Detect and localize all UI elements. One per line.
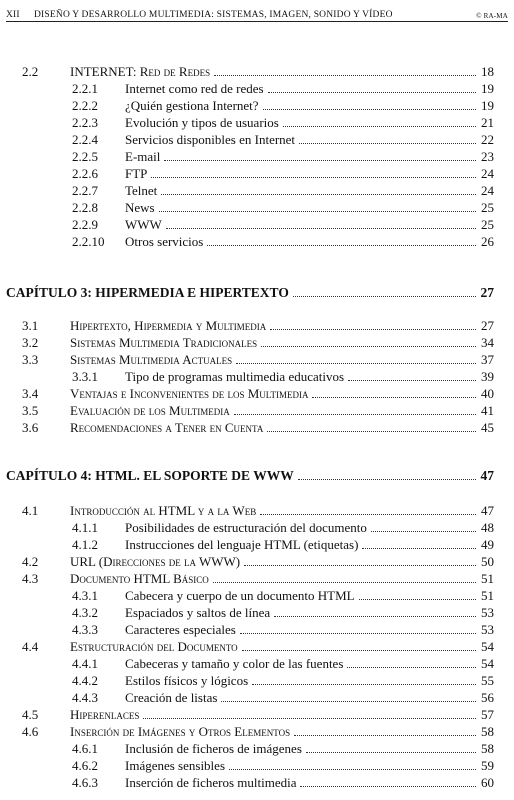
toc-entry-title: Telnet [125, 183, 158, 198]
toc-entry [0, 200, 514, 216]
dot-leader [359, 588, 476, 600]
chapter-title: CAPÍTULO 4: HTML. EL SOPORTE DE WWW [6, 468, 294, 483]
toc-entry-title: Servicios disponibles en Internet [125, 132, 296, 147]
toc-entry-title: Inserción de Imágenes y Otros Elementos [70, 724, 291, 739]
toc-entry-title: Espaciados y saltos de línea [125, 605, 271, 620]
toc-entry-title: Instrucciones del lenguaje HTML (etiquetas) [125, 537, 359, 552]
toc-entry-number: 3.3 [22, 352, 39, 367]
toc-entry-title: WWW [125, 217, 162, 232]
toc-entry-number: 4.6.3 [72, 775, 98, 790]
toc-entry [0, 639, 514, 655]
toc-entry-title: FTP [125, 166, 148, 181]
dot-leader [347, 656, 476, 668]
toc-entry [0, 149, 514, 165]
dot-leader [207, 234, 476, 246]
toc-entry-page: 45 [481, 420, 494, 435]
toc-entry-title: Hiperenlaces [70, 707, 140, 722]
toc-entry-number: 2.2.10 [72, 234, 105, 249]
toc-entry [0, 64, 514, 80]
toc-entry-title: E-mail [125, 149, 161, 164]
toc-entry-number: 4.3.1 [72, 588, 98, 603]
toc-entry-number: 4.4.3 [72, 690, 98, 705]
dot-leader [244, 554, 476, 566]
toc-entry-number: 2.2.4 [72, 132, 98, 147]
toc-entry [0, 98, 514, 114]
toc-entry-number: 4.3.3 [72, 622, 98, 637]
toc-entry-page: 18 [481, 64, 494, 79]
toc-entry [0, 758, 514, 774]
toc-entry-number: 2.2.2 [72, 98, 98, 113]
toc-entry [0, 403, 514, 419]
toc-entry-page: 34 [481, 335, 494, 350]
toc-entry-page: 27 [481, 318, 494, 333]
toc-entry [0, 318, 514, 334]
toc-entry-title: Inserción de ficheros multimedia [125, 775, 297, 790]
toc-entry-number: 4.4.1 [72, 656, 98, 671]
toc-entry-title: Creación de listas [125, 690, 218, 705]
toc-entry [0, 690, 514, 706]
toc-entry [0, 503, 514, 519]
dot-leader [252, 673, 476, 685]
toc-entry-page: 60 [481, 775, 494, 790]
dot-leader [270, 318, 476, 330]
toc-entry-page: 54 [481, 639, 494, 654]
toc-entry-number: 4.3.2 [72, 605, 98, 620]
header-publisher: © RA-MA [476, 12, 508, 20]
toc-entry-page: 50 [481, 554, 494, 569]
dot-leader [263, 98, 476, 110]
toc-entry [0, 352, 514, 368]
toc-entry-number: 2.2.3 [72, 115, 98, 130]
dot-leader [213, 571, 476, 583]
toc-entry-number: 2.2.5 [72, 149, 98, 164]
toc-entry-page: 59 [481, 758, 494, 773]
toc-entry-page: 58 [481, 741, 494, 756]
dot-leader [371, 520, 476, 532]
toc-entry-page: 19 [481, 98, 494, 113]
toc-entry [0, 554, 514, 570]
toc-entry [0, 217, 514, 233]
toc-entry-title: INTERNET: Red de Redes [70, 64, 211, 79]
toc-entry [0, 132, 514, 148]
toc-entry-title: Cabecera y cuerpo de un documento HTML [125, 588, 355, 603]
toc-entry [0, 537, 514, 553]
toc-entry-page: 25 [481, 217, 494, 232]
dot-leader [229, 758, 476, 770]
dot-leader [221, 690, 476, 702]
toc-entry-title: Posibilidades de estructuración del documento [125, 520, 367, 535]
dot-leader [164, 149, 476, 161]
toc-entry [0, 369, 514, 385]
toc-entry [0, 588, 514, 604]
toc-entry-page: 41 [481, 403, 494, 418]
toc-entry-title: Estructuración del Documento [70, 639, 238, 654]
toc-entry-page: 56 [481, 690, 494, 705]
toc-entry [0, 420, 514, 436]
toc-entry-number: 4.1.2 [72, 537, 98, 552]
toc-entry-page: 19 [481, 81, 494, 96]
dot-leader [240, 622, 476, 634]
toc-entry [0, 234, 514, 250]
toc-entry-number: 3.4 [22, 386, 39, 401]
toc-entry [0, 335, 514, 351]
toc-entry-page: 57 [481, 707, 494, 722]
dot-leader [166, 217, 476, 229]
toc-entry-page: 40 [481, 386, 494, 401]
toc-entry-page: 39 [481, 369, 494, 384]
header-book-title: DISEÑO Y DESARROLLO MULTIMEDIA: SISTEMAS, IMAGEN, SONIDO Y VÍDEO [34, 10, 393, 20]
dot-leader [267, 420, 476, 432]
dot-leader [348, 369, 476, 381]
toc-entry-page: 23 [481, 149, 494, 164]
toc-entry [0, 520, 514, 536]
dot-leader [234, 403, 476, 415]
toc-entry-title: Evaluación de los Multimedia [70, 403, 230, 418]
toc-entry-page: 53 [481, 605, 494, 620]
toc-entry-number: 4.1 [22, 503, 39, 518]
dot-leader [159, 200, 476, 212]
toc-entry-page: 53 [481, 622, 494, 637]
dot-leader [294, 724, 476, 736]
toc-entry-number: 4.6.2 [72, 758, 98, 773]
header-page-number: XII [6, 10, 20, 20]
toc-entry-title: Sistemas Multimedia Tradicionales [70, 335, 258, 350]
toc-entry-title: Cabeceras y tamaño y color de las fuentes [125, 656, 344, 671]
toc-entry [0, 605, 514, 621]
toc-entry-page: 37 [481, 352, 494, 367]
dot-leader [268, 81, 476, 93]
dot-leader [293, 284, 476, 297]
toc-entry-title: Documento HTML Básico [70, 571, 209, 586]
toc-entry-number: 2.2 [22, 64, 39, 79]
chapter-heading [0, 467, 514, 485]
toc-entry [0, 115, 514, 131]
dot-leader [283, 115, 476, 127]
toc-entry-title: Hipertexto, Hipermedia y Multimedia [70, 318, 267, 333]
toc-entry-number: 2.2.1 [72, 81, 98, 96]
toc-entry-page: 47 [481, 503, 494, 518]
toc-entry-page: 51 [481, 571, 494, 586]
toc-entry-number: 3.6 [22, 420, 39, 435]
toc-entry-title: Evolución y tipos de usuarios [125, 115, 279, 130]
toc-entry-page: 24 [481, 183, 494, 198]
dot-leader [300, 775, 476, 787]
toc-entry-number: 4.1.1 [72, 520, 98, 535]
toc-entry-number: 4.2 [22, 554, 39, 569]
toc-entry-number: 4.6.1 [72, 741, 98, 756]
toc-entry [0, 707, 514, 723]
dot-leader [242, 639, 476, 651]
toc-entry-number: 2.2.8 [72, 200, 98, 215]
toc-entry-page: 54 [481, 656, 494, 671]
toc-entry-number: 4.4.2 [72, 673, 98, 688]
toc-entry-title: Sistemas Multimedia Actuales [70, 352, 233, 367]
dot-leader [312, 386, 476, 398]
dot-leader [260, 503, 476, 515]
dot-leader [143, 707, 476, 719]
toc-entry-page: 22 [481, 132, 494, 147]
toc-entry [0, 775, 514, 791]
toc-entry-title: Estilos físicos y lógicos [125, 673, 249, 688]
toc-entry-title: Imágenes sensibles [125, 758, 226, 773]
toc-entry-page: 25 [481, 200, 494, 215]
toc-entry-number: 4.5 [22, 707, 39, 722]
toc-entry-number: 4.3 [22, 571, 39, 586]
toc-entry [0, 386, 514, 402]
toc-entry-title: Introducción al HTML y a la Web [70, 503, 257, 518]
toc-entry-page: 49 [481, 537, 494, 552]
dot-leader [274, 605, 476, 617]
toc-entry-number: 4.4 [22, 639, 39, 654]
dot-leader [306, 741, 476, 753]
toc-entry-number: 3.2 [22, 335, 39, 350]
toc-entry [0, 656, 514, 672]
dot-leader [261, 335, 476, 347]
dot-leader [214, 64, 476, 76]
toc-entry [0, 571, 514, 587]
toc-entry [0, 673, 514, 689]
toc-entry-page: 26 [481, 234, 494, 249]
chapter-page: 47 [480, 468, 494, 483]
toc-entry-number: 2.2.7 [72, 183, 98, 198]
toc-entry-title: ¿Quién gestiona Internet? [125, 98, 259, 113]
toc-entry-page: 24 [481, 166, 494, 181]
toc-entry-number: 3.5 [22, 403, 39, 418]
toc-entry [0, 166, 514, 182]
toc-entry-title: Recomendaciones a Tener en Cuenta [70, 420, 264, 435]
toc-entry-title: Internet como red de redes [125, 81, 264, 96]
toc-entry-page: 55 [481, 673, 494, 688]
toc-entry-page: 21 [481, 115, 494, 130]
toc-entry-number: 2.2.6 [72, 166, 98, 181]
toc-entry-page: 58 [481, 724, 494, 739]
dot-leader [151, 166, 476, 178]
chapter-heading [0, 284, 514, 302]
dot-leader [362, 537, 476, 549]
dot-leader [298, 467, 476, 480]
chapter-page: 27 [480, 285, 494, 300]
toc-entry-title: Caracteres especiales [125, 622, 236, 637]
toc-entry-title: Inclusión de ficheros de imágenes [125, 741, 302, 756]
toc-entry-title: News [125, 200, 155, 215]
dot-leader [161, 183, 476, 195]
toc-entry-title: URL (Direcciones de la WWW) [70, 554, 241, 569]
dot-leader [299, 132, 476, 144]
running-header [6, 4, 508, 22]
toc-entry [0, 183, 514, 199]
toc-entry [0, 724, 514, 740]
toc-entry-title: Tipo de programas multimedia educativos [125, 369, 345, 384]
toc-entry [0, 622, 514, 638]
toc-entry [0, 81, 514, 97]
toc-entry-title: Ventajas e Inconvenientes de los Multimedia [70, 386, 309, 401]
toc-entry-number: 2.2.9 [72, 217, 98, 232]
toc-entry-number: 3.1 [22, 318, 39, 333]
chapter-title: CAPÍTULO 3: HIPERMEDIA E HIPERTEXTO [6, 285, 289, 300]
toc-entry-title: Otros servicios [125, 234, 204, 249]
dot-leader [236, 352, 476, 364]
toc-entry-page: 48 [481, 520, 494, 535]
toc-entry-number: 3.3.1 [72, 369, 98, 384]
toc-entry-number: 4.6 [22, 724, 39, 739]
toc-entry-page: 51 [481, 588, 494, 603]
toc-entry [0, 741, 514, 757]
